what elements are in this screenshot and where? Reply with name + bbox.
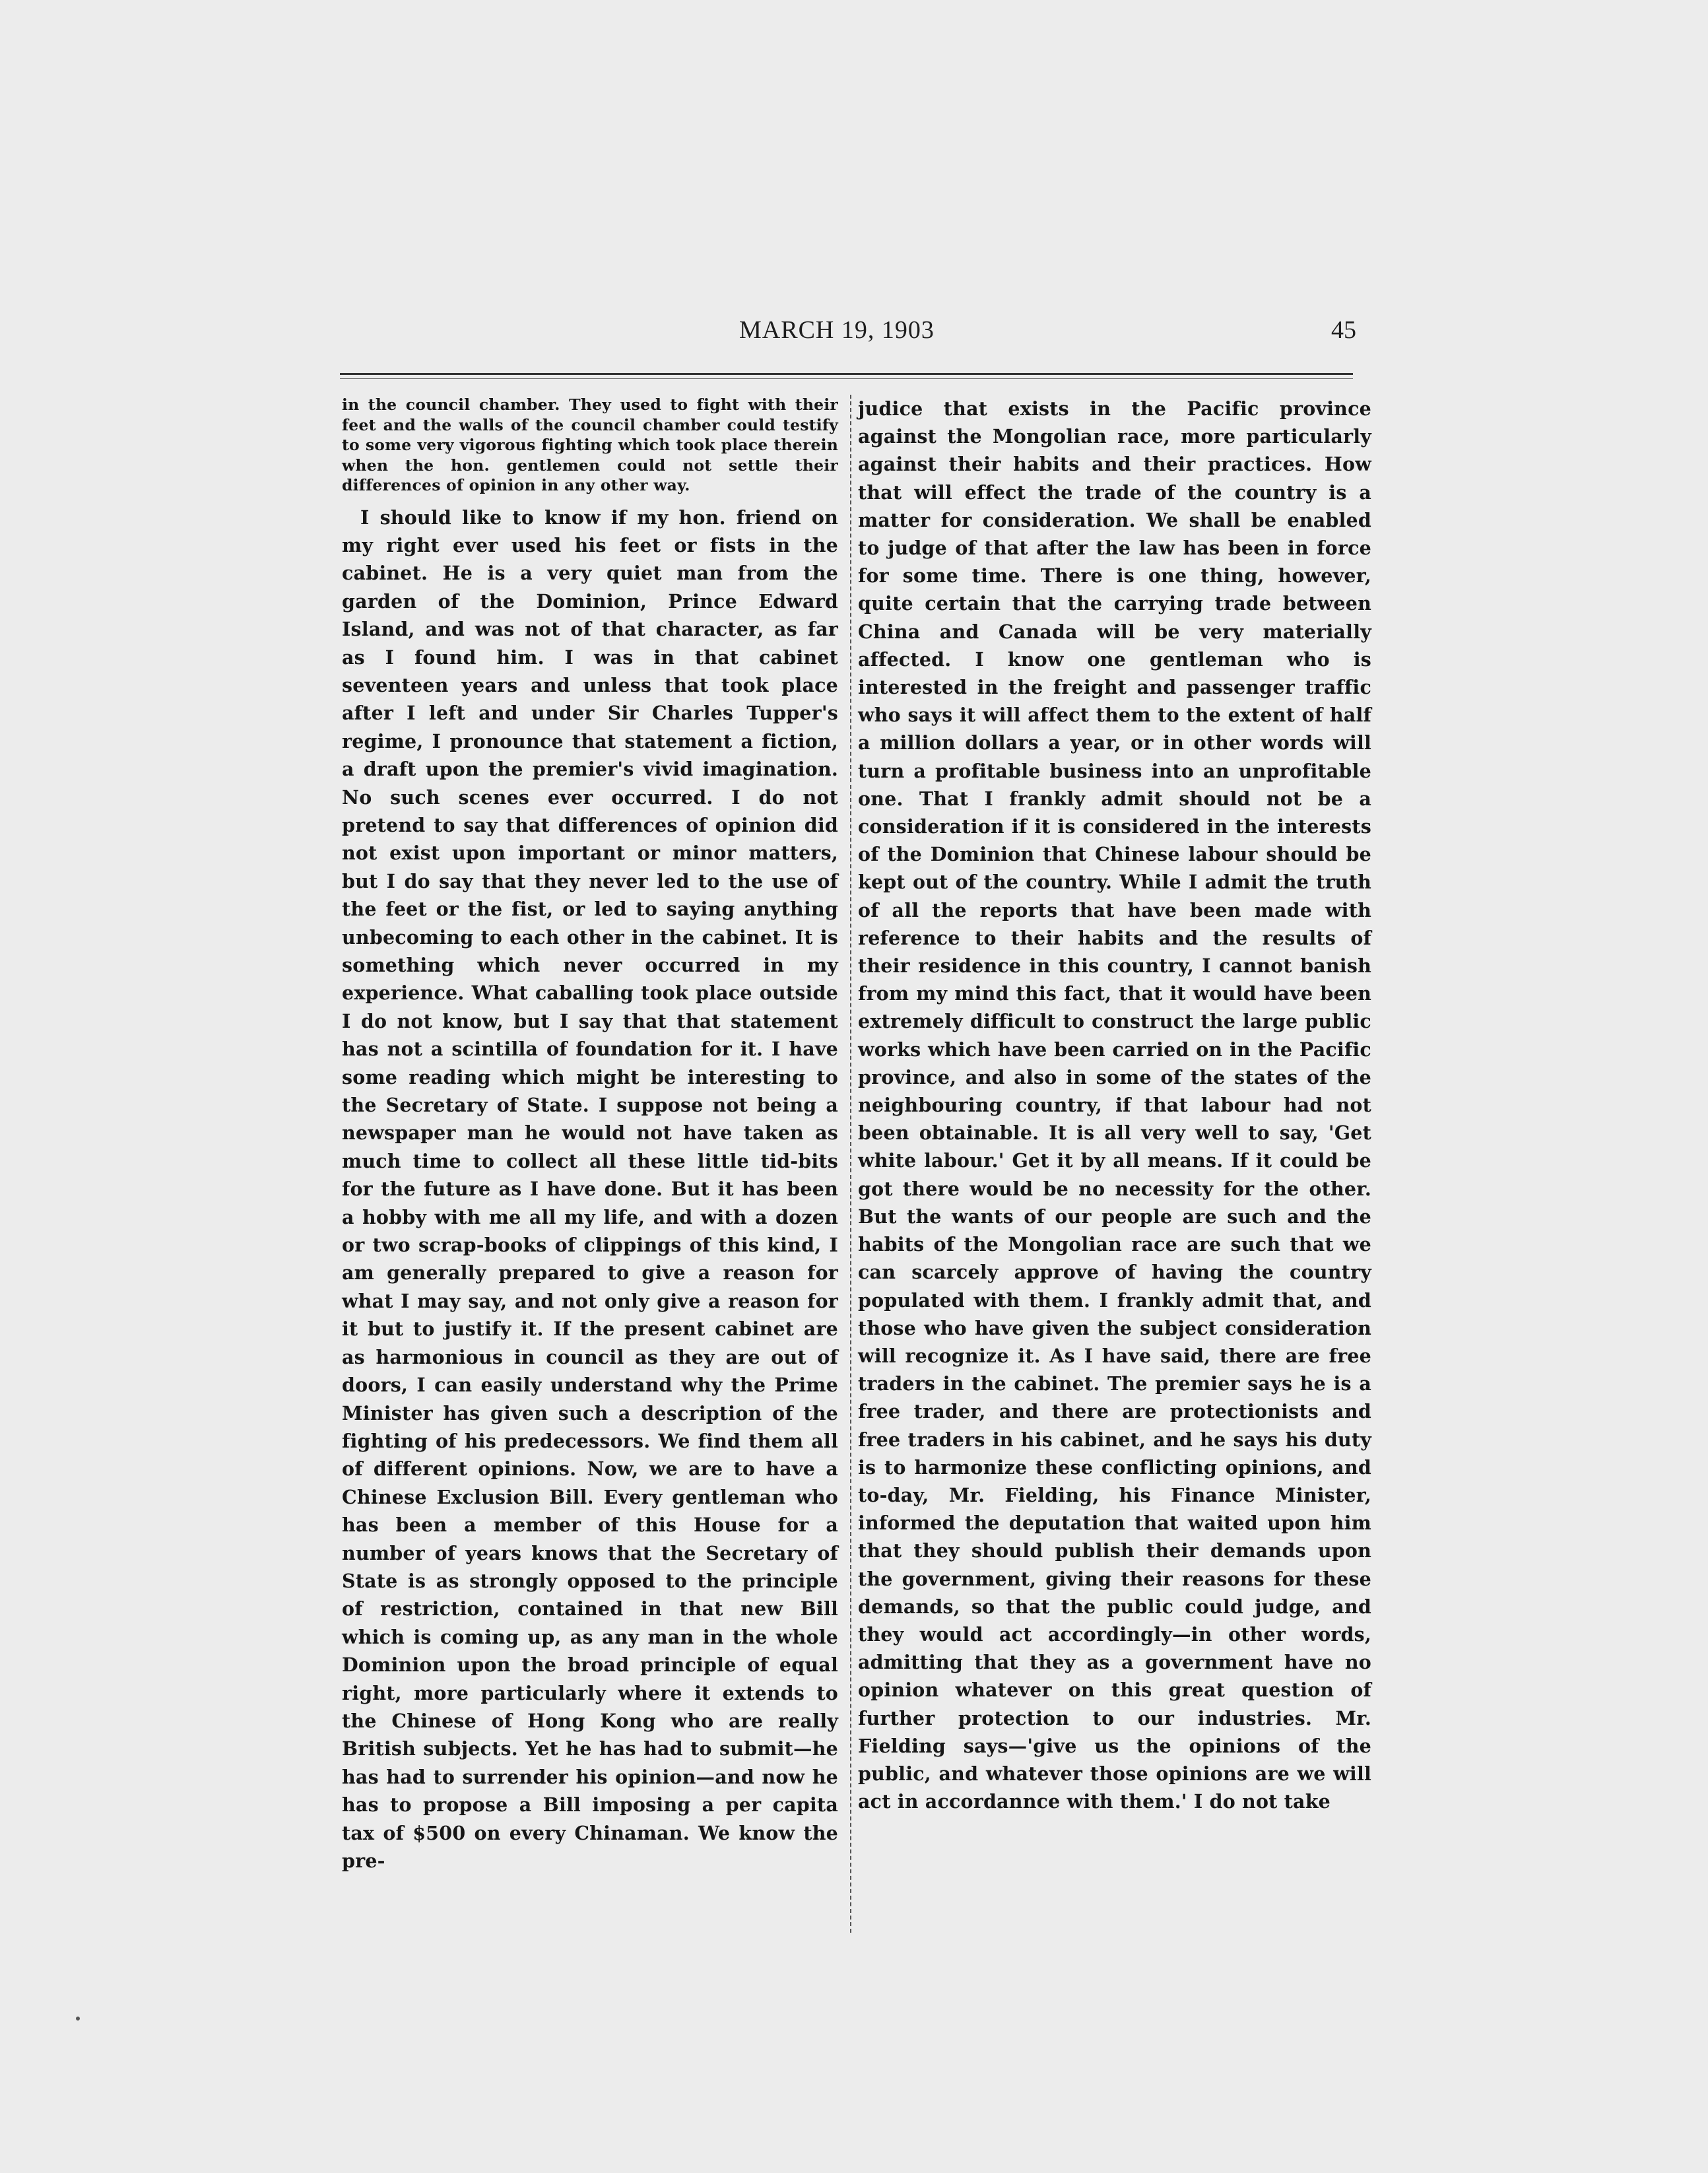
left-column-intro: in the council chamber. They used to fight with their feet and the walls of the council chamber could testify to some very vigorous fighting which took place therein when the hon. gentlemen could not settle their differences of opinion in any other way.: [342, 395, 838, 494]
right-column-paragraph: judice that exists in the Pacific province against the Mongolian race, more particularly against their habits and their practices. How that will effect the trade of the country is a matter for consideration. We shall be enabled to judge of that after the law has been in force for some time. There is one thing, however, quite certain that the carrying trade between China and Canada will be very materially affected. I know one gentleman who is interested in the freight and passenger traffic who says it will affect them to the extent of half a million dollars a year, or in other words will turn a profitable business into an unprofitable one. That I frankly admit should not be a consideration if it is considered in the interests of the Dominion that Chinese labour should be kept out of the country. While I admit the truth of all the reports that have been made with reference to their habits and the results of their residence in this country, I cannot banish from my mind this fact, that it would have been extremely difficult to construct the large public works which have been carried on in the Pacific province, and also in some of the states of the neighbouring country, if that labour had not been obtainable. It is all very well to say, 'Get white labour.' Get it by all means. If it could be got there would be no necessity for the other. But the wants of our people are such and the habits of the Mongolian race are such that we can scarcely approve of having the country populated with them. I frankly admit that, and those who have given the subject consideration will recognize it. As I have said, there are free traders in the cabinet. The premier says he is a free trader, and there are protectionists and free traders in his cabinet, and he says his duty is to harmonize these conflicting opinions, and to-day, Mr. Fielding, his Finance Minister, informed the deputation that waited upon him that they should publish their demands upon the government, giving their reasons for these demands, so that the public could judge, and they would act accordingly—in other words, admitting that they as a government have no opinion whatever on this great question of further protection to our industries. Mr. Fielding says—'give us the opinions of the public, and whatever those opinions are we will act in accordannce with them.' I do not take: [858, 397, 1371, 1813]
right-column: [858, 395, 1371, 1815]
page-date: MARCH 19, 1903: [739, 316, 935, 344]
page-header: [330, 316, 1363, 355]
header-rule-secondary: [340, 378, 1353, 379]
left-column-paragraph: I should like to know if my hon. friend on my right ever used his feet or fists in the cabinet. He is a very quiet man from the garden of the Dominion, Prince Edward Island, and was not of that character, as far as I found him. I was in that cabinet seventeen years and unless that took place after I left and under Sir Charles Tupper's regime, I pronounce that statement a fiction, a draft upon the premier's vivid imagination. No such scenes ever occurred. I do not pretend to say that differences of opinion did not exist upon important or minor matters, but I do say that they never led to the use of the feet or the fist, or led to saying anything unbecoming to each other in the cabinet. It is something which never occurred in my experience. What caballing took place outside I do not know, but I say that that statement has not a scintilla of foundation for it. I have some reading which might be interesting to the Secretary of State. I suppose not being a newspaper man he would not have taken as much time to collect all these little tid-bits for the future as I have done. But it has been a hobby with me all my life, and with a dozen or two scrap-books of clippings of this kind, I am generally prepared to give a reason for what I may say, and not only give a reason for it but to justify it. If the present cabinet are as harmonious in council as they are out of doors, I can easily understand why the Prime Minister has given such a description of the fighting of his predecessors. We find them all of different opinions. Now, we are to have a Chinese Exclusion Bill. Every gentleman who has been a member of this House for a number of years knows that the Secretary of State is as strongly opposed to the principle of restriction, contained in that new Bill which is coming up, as any man in the whole Dominion upon the broad principle of equal right, more particularly where it extends to the Chinese of Hong Kong who are really British subjects. Yet he has had to submit—he has had to surrender his opinion—and now he has to propose a Bill imposing a per capita tax of $500 on every Chinaman. We know the pre-: [342, 506, 838, 1872]
page-number: 45: [1331, 316, 1356, 344]
column-divider: [850, 395, 851, 1933]
left-column: [342, 395, 838, 1875]
scan-speck: [76, 2017, 80, 2021]
header-rule: [340, 373, 1353, 375]
